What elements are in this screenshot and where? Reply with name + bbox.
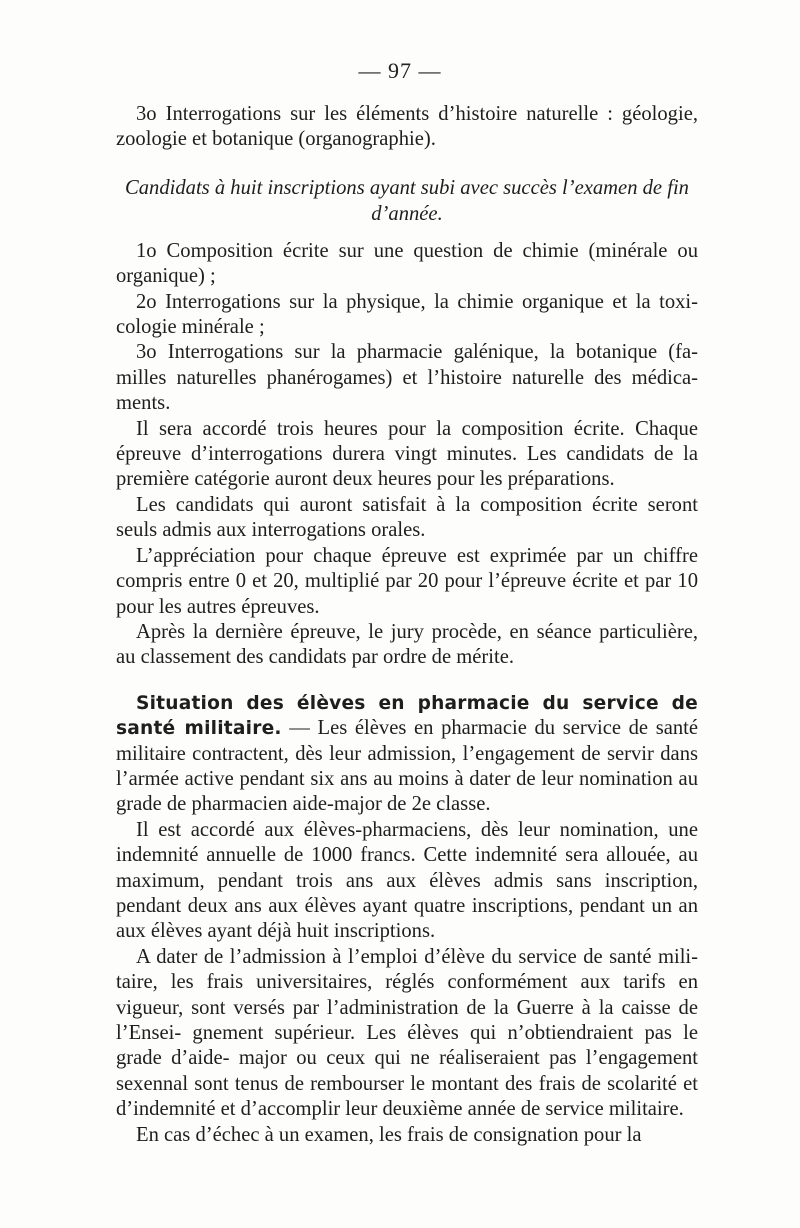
paragraph-final-ranking: Après la dernière épreuve, le jury procède, en séance particulière, au classement des candidats par ordre de mérite. <box>116 620 698 669</box>
paragraph-physics-interrogations: 2o Interrogations sur la physique, la chimie organique et la toxi- cologie minérale ; <box>116 290 698 339</box>
paragraph-indemnity: Il est accordé aux élèves-pharmaciens, dès leur nomination, une indemnité annuelle de 1000 francs. Cette indemnité sera allouée, au maximum, pendant trois ans aux élèves admis sans inscription, pendant deux ans aux élèves ayant quatre inscriptions, pendant un an aux élèves ayant déjà huit inscriptions. <box>116 818 698 943</box>
section-lead-text: Les élèves en pharmacie du service de santé militaire contractent, dès leur admission, l’engagement de servir dans l’armée active pendant six ans au moins à dater de leur nomination au grade de pharmacien aide-major de 2e classe. <box>116 717 699 816</box>
paragraph-exam-failure: En cas d’échec à un examen, les frais de consignation pour la <box>136 1123 642 1146</box>
section-dash: — <box>281 717 318 740</box>
paragraph-chemistry-composition: 1o Composition écrite sur une question de chimie (minérale ou organique) ; <box>116 239 698 288</box>
paragraph-university-fees: A dater de l’admission à l’emploi d’élève du service de santé mili- taire, les frais universitaires, réglés conformément aux tarifs en vigueur, sont versés par l’administration de la Guerre à la caisse de l’Ensei- gnement supérieur. Les élèves qui n’obtiendraient pas le grade d’aide- major ou ceux qui ne réaliseraient pas l’engagement sexennal sont tenus de rembourser le montant des frais de scolarité et d’indemnité et d’accomplir leur deuxième année de service militaire. <box>116 945 698 1121</box>
section-military-pharmacy <box>116 691 698 818</box>
paragraph-oral-admission: Les candidats qui auront satisfait à la composition écrite seront seuls admis aux interrogations orales. <box>116 493 698 542</box>
paragraph-grading-scale: L’appréciation pour chaque épreuve est exprimée par un chiffre compris entre 0 et 20, multiplié par 20 pour l’épreuve écrite et par 10 pour les autres épreuves. <box>116 544 698 618</box>
paragraph-exam-durations: Il sera accordé trois heures pour la composition écrite. Chaque épreuve d’interrogations durera vingt minutes. Les candidats de la première catégorie auront deux heures pour les préparations. <box>116 417 698 491</box>
main-text-column <box>116 102 698 1148</box>
page-number: — 97 — <box>358 58 442 83</box>
paragraph-natural-history-exam: 3o Interrogations sur les éléments d’histoire naturelle : géologie, zoologie et botanique (organographie). <box>116 103 698 151</box>
section-title: Situation des élèves en pharmacie du service de santé militaire. <box>116 692 698 740</box>
subheading-eight-inscriptions: Candidats à huit inscriptions ayant subi avec succès l’examen de fin d’année. <box>125 176 689 225</box>
paragraph-pharmacy-interrogations: 3o Interrogations sur la pharmacie galénique, la botanique (fa- milles naturelles phanérogames) et l’histoire naturelle des médica- ments. <box>116 341 698 415</box>
